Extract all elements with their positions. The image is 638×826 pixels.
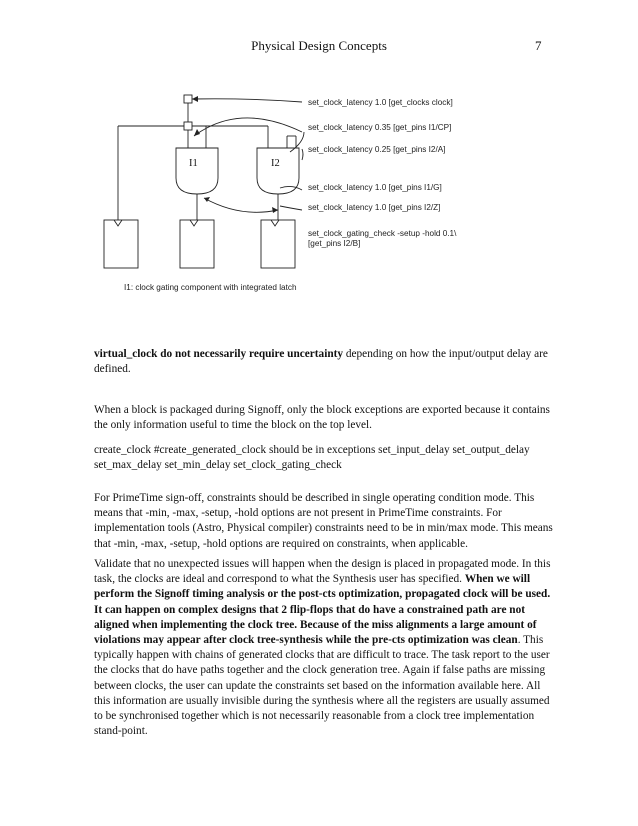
gate-label-i1: I1 <box>189 158 198 169</box>
annotation-i2-a: set_clock_latency 0.25 [get_pins I2/A] <box>308 145 446 154</box>
page-number: 7 <box>535 38 542 53</box>
flip-flop-1 <box>104 220 138 268</box>
paragraph-signoff-packaging: When a block is packaged during Signoff, only the block exceptions are exported because it contains the only information useful to time the block on the top level. <box>94 404 550 432</box>
figure-caption: I1: clock gating component with integrated latch <box>124 283 297 292</box>
latency-pin-node <box>184 122 192 130</box>
flip-flop-2 <box>180 220 214 268</box>
paragraph-propagated-mode-rest: . This typically happen with chains of generated clocks that are difficult to trace. The task report to the user the clocks that do have paths together and the clock generation tree. Again if false paths are missing between clocks, the user can update the constraints set based on the information available here. All this information are usually invisible during the synthesis where all the registers are usually assumed to be synchronised together which is not necessarily reasonable from a clock tree implementation stand-point. <box>94 634 550 738</box>
running-header-title: Physical Design Concepts <box>251 38 387 53</box>
annotation-clock-latency: set_clock_latency 1.0 [get_clocks clock] <box>308 98 453 107</box>
annotation-i1-cp: set_clock_latency 0.35 [get_pins I1/CP] <box>308 123 452 132</box>
annotation-i2-z: set_clock_latency 1.0 [get_pins I2/Z] <box>308 203 441 212</box>
paragraph-virtual-clock-rest: depending on how the input/output delay are defined. <box>94 348 548 376</box>
paragraph-propagated-mode <box>94 557 554 739</box>
annotation-gating-check: set_clock_gating_check -setup -hold 0.1\ <box>308 229 457 238</box>
paragraph-primetime: For PrimeTime sign-off, constraints should be described in single operating condition mode. This means that -min, -max, -setup, -hold options are not present in PrimeTime constraints. For implementation tools (Astro, Physical compiler) constraints need to be in min/max mode. This means that -min, -max, -setup, -hold options are required on constraints, when applicable. <box>94 492 553 550</box>
flip-flop-3 <box>261 220 295 268</box>
clock-source-port <box>184 95 192 103</box>
paragraph-exceptions-list: create_clock #create_generated_clock should be in exceptions set_input_delay set_output_delay set_max_delay set_min_delay set_clock_gating_check <box>94 444 530 472</box>
clock-gating-diagram <box>90 86 520 296</box>
paragraph-propagated-mode-intro: Validate that no unexpected issues will happen when the design is placed in propagated mode. In this task, the clocks are ideal and correspond to what the Synthesis user has specified. <box>94 558 551 586</box>
annotation-i1-g: set_clock_latency 1.0 [get_pins I1/G] <box>308 183 442 192</box>
paragraph-virtual-clock <box>94 347 554 377</box>
annotation-gating-check-pin: [get_pins I2/B] <box>308 239 361 248</box>
gate-i1-shape <box>176 148 218 194</box>
gate-i2-shape <box>257 148 299 194</box>
paragraph-propagated-mode-bold: When we will perform the Signoff timing analysis or the post-cts optimization, propagated clock will be used. It can happen on complex designs that 2 flip-flops that do have a constrained path are not aligned when implementing the clock tree. Because of the miss alignments a large amount of violations may appear after clock tree-synthesis while the pre-cts optimization was clean <box>94 573 551 647</box>
paragraph-virtual-clock-bold: virtual_clock do not necessarily require uncertainty <box>94 348 344 360</box>
gate-label-i2: I2 <box>271 158 280 169</box>
